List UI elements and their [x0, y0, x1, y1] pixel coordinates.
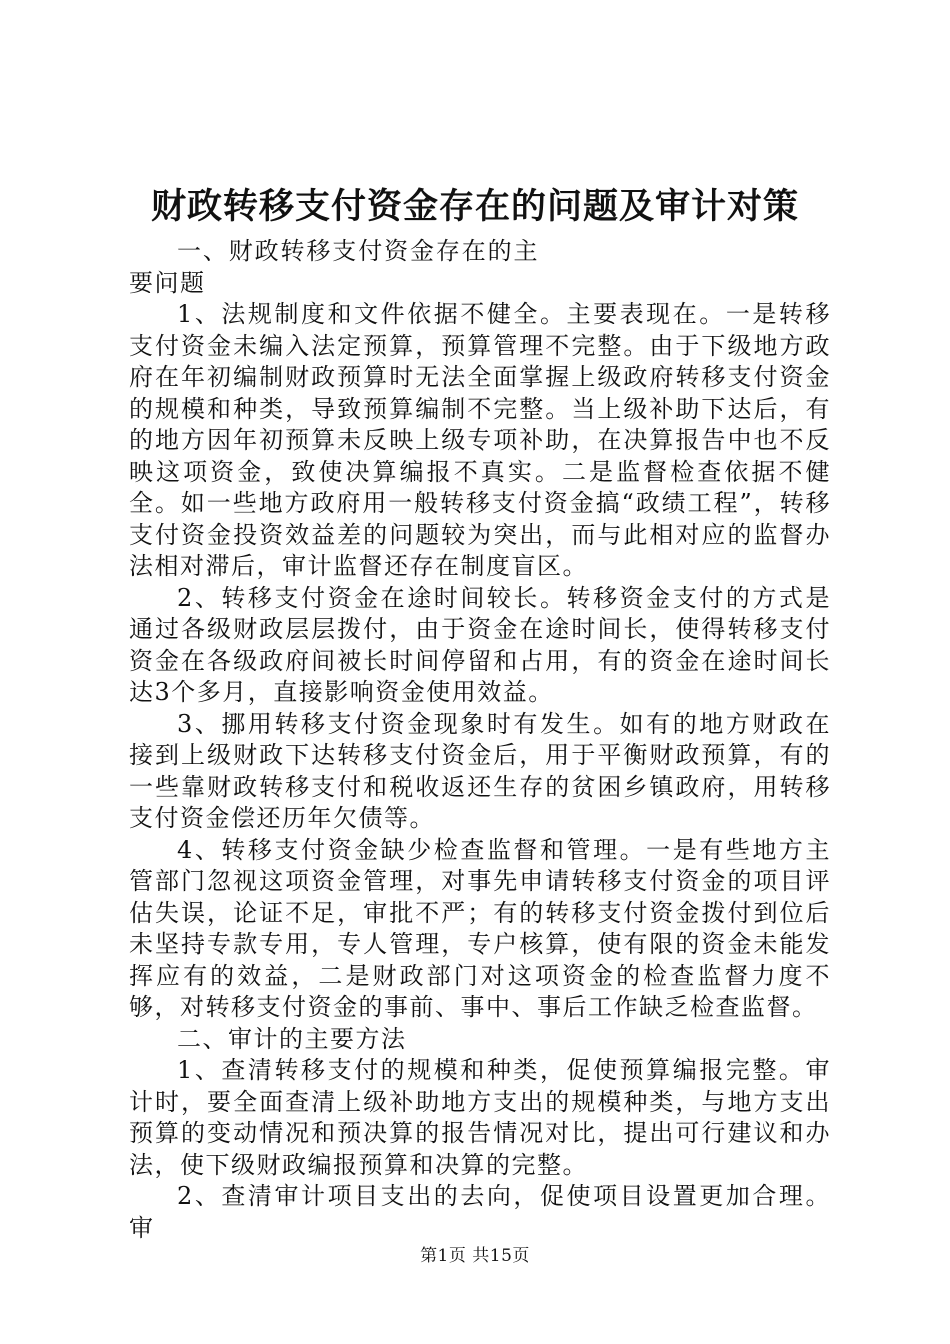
section-heading-2: 二、审计的主要方法 — [177, 1024, 407, 1053]
paragraph-1-2: 2、转移支付资金在途时间较长。转移资金支付的方式是通过各级财政层层拨付，由于资金在途时间长，使得转移支付资金在各级政府间被长时间停留和占用，有的资金在途时间长达3个多月，直接影响资金使用效益。 — [129, 583, 831, 706]
document-title: 财政转移支付资金存在的问题及审计对策 — [150, 186, 799, 227]
paragraph-1-3: 3、挪用转移支付资金现象时有发生。如有的地方财政在接到上级财政下达转移支付资金后，用于平衡财政预算，有的一些靠财政转移支付和税收返还生存的贫困乡镇政府，用转移支付资金偿还历年欠债等。 — [129, 709, 831, 832]
paragraph-1-1: 1、法规制度和文件依据不健全。主要表现在。一是转移支付资金未编入法定预算，预算管理不完整。由于下级地方政府在年初编制财政预算时无法全面掌握上级政府转移支付资金的规模和种类，导致预算编制不完整。当上级补助下达后，有的地方因年初预算未反映上级专项补助，在决算报告中也不反映这项资金，致使决算编报不真实。二是监督检查依据不健全。如一些地方政府用一般转移支付资金搞“政绩工程”，转移支付资金投资效益差的问题较为突出，而与此相对应的监督办法相对滞后，审计监督还存在制度盲区。 — [129, 300, 831, 580]
paragraph-2-1: 1、查清转移支付的规模和种类，促使预算编报完整。审计时，要全面查清上级补助地方支出的规模种类，与地方支出预算的变动情况和预决算的报告情况对比，提出可行建议和办法，使下级财政编报预算和决算的完整。 — [129, 1056, 831, 1179]
document-body — [129, 236, 831, 1244]
page-number-footer: 第1页 共15页 — [420, 1246, 530, 1266]
section-heading-1: 一、财政转移支付资金存在的主要问题 — [129, 237, 539, 297]
paragraph-2-2: 2、查清审计项目支出的去向，促使项目设置更加合理。审 — [129, 1182, 831, 1242]
paragraph-1-4: 4、转移支付资金缺少检查监督和管理。一是有些地方主管部门忽视这项资金管理，对事先申请转移支付资金的项目评估失误，论证不足，审批不严；有的转移支付资金拨付到位后未坚持专款专用，专人管理，专户核算，使有限的资金未能发挥应有的效益，二是财政部门对这项资金的检查监督力度不够，对转移支付资金的事前、事中、事后工作缺乏检查监督。 — [129, 835, 831, 1021]
